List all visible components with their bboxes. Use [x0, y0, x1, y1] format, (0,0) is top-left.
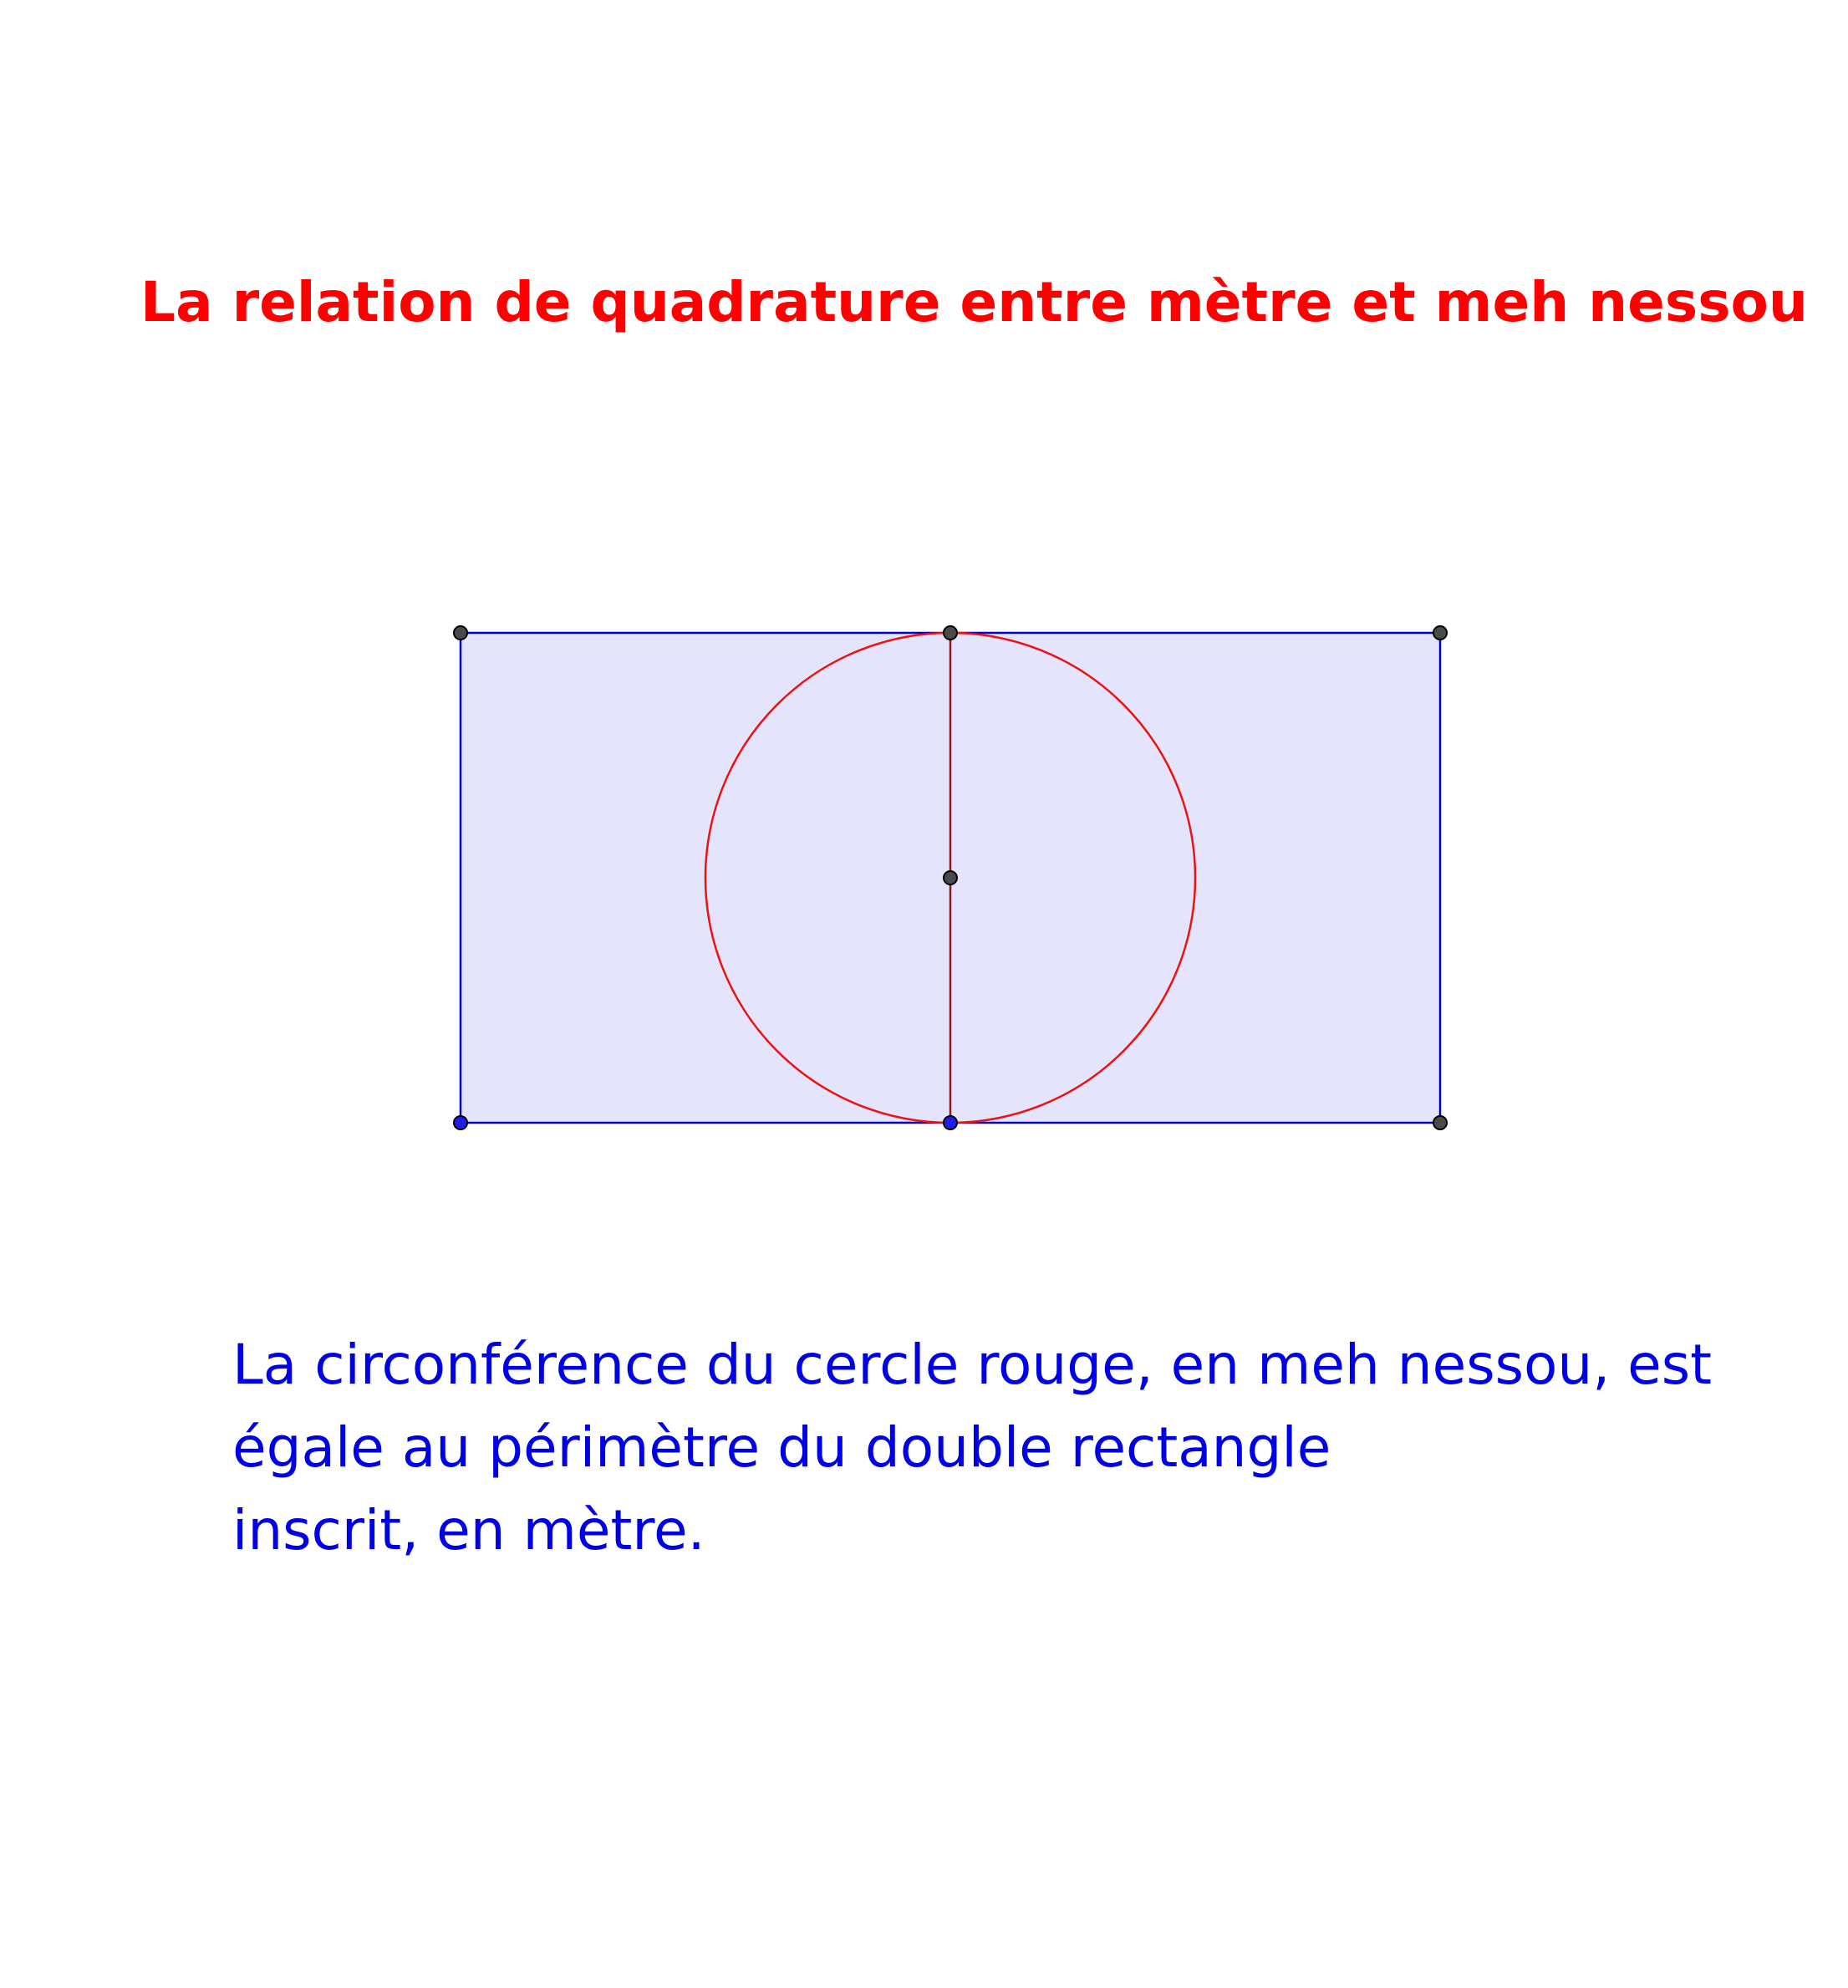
vertex-bottom-right[interactable]: [1433, 1116, 1447, 1129]
vertex-top-left[interactable]: [454, 626, 467, 640]
vertex-bottom-middle[interactable]: [944, 1116, 957, 1129]
vertex-top-right[interactable]: [1433, 626, 1447, 640]
caption-line: inscrit, en mètre.: [232, 1498, 705, 1562]
caption-text: [232, 1323, 1712, 1572]
caption-line: La circonférence du cercle rouge, en meh nessou, est: [232, 1333, 1713, 1397]
caption-line: égale au périmètre du double rectangle: [232, 1415, 1331, 1480]
page-title: La relation de quadrature entre mètre et meh nessou: [140, 270, 1808, 334]
vertex-top-middle[interactable]: [944, 626, 957, 640]
vertex-bottom-left[interactable]: [454, 1116, 467, 1129]
circle-center-point[interactable]: [944, 871, 957, 884]
